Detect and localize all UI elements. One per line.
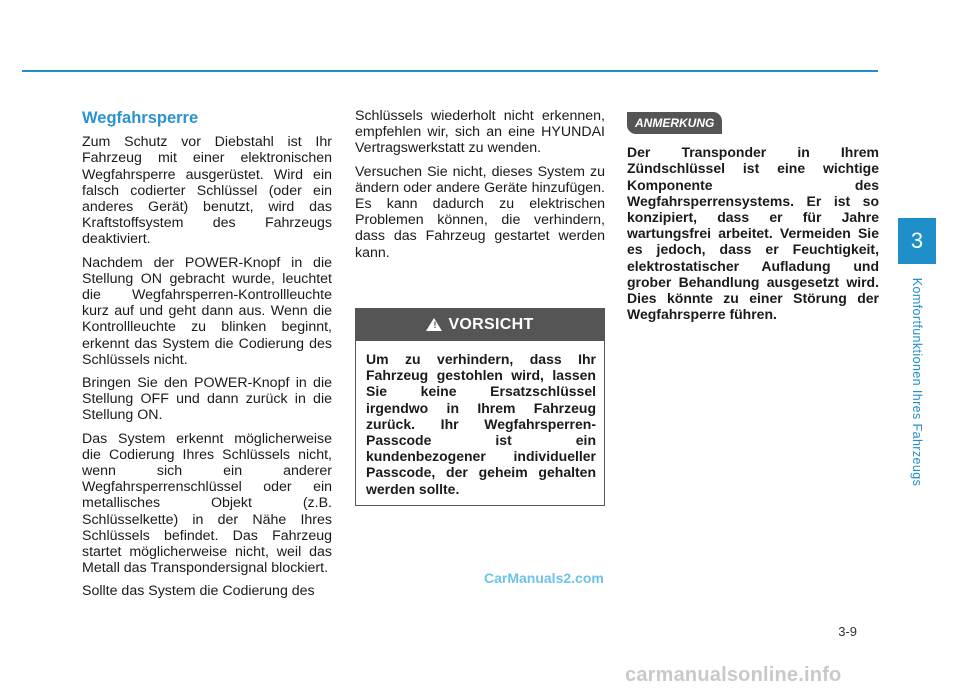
- warning-triangle-icon: !: [426, 318, 442, 331]
- paragraph: Sollte das System die Codierung des: [82, 583, 315, 600]
- top-rule: [22, 70, 878, 72]
- caution-text: Um zu verhindern, dass Ihr Fahrzeug gestohlen wird, lassen Sie keine Ersatzschlüssel irgendwo in Ihrem Fahrzeug zurück. Ihr Wegfahrsperren-Passcode ist ein kundenbezogener individueller Passcode, der geheim gehalten werden sollte.: [366, 351, 596, 497]
- caution-header: [356, 309, 604, 341]
- note-text: Der Transponder in Ihrem Zündschlüssel ist eine wichtige Komponente des Wegfahrsperrensystems. Er ist so konzipiert, dass er für Jahre wartungsfrei arbeitet. Vermeiden Sie es jedoch, dass er Feuchtigkeit, elektrostatischer Aufladung und grober Behandlung ausgesetzt wird. Dies könnte zu einer Störung der Wegfahrsperre führen.: [627, 144, 879, 323]
- paragraph: Schlüssels wiederholt nicht erkennen, empfehlen wir, sich an eine HYUNDAI Vertragswerkstatt zu wenden.: [355, 108, 605, 157]
- column-right: [627, 112, 879, 322]
- paragraph: Versuchen Sie nicht, dieses System zu ändern oder andere Geräte hinzufügen. Es kann dadurch zu elektrischen Problemen können, die verhindern, dass das Fahrzeug gestartet werden kann.: [355, 163, 605, 261]
- caution-box: [355, 308, 605, 506]
- page-number: 3-9: [838, 624, 857, 639]
- paragraph: Zum Schutz vor Diebstahl ist Ihr Fahrzeug mit einer elektronischen Wegfahrsperre ausgerüstet. Wird ein falsch codierter Schlüssel (oder ein anderes Gerät) benutzt, wird das Kraftstoffsystem des Fahrzeugs deaktiviert.: [82, 134, 332, 248]
- note-badge: ANMERKUNG: [627, 112, 722, 134]
- watermark-secondary[interactable]: carmanualsonline.info: [625, 664, 842, 686]
- column-middle: [355, 108, 605, 268]
- paragraph: Bringen Sie den POWER-Knopf in die Stellung OFF und dann zurück in die Stellung ON.: [82, 375, 332, 424]
- caution-heading: VORSICHT: [448, 316, 534, 333]
- column-left: [82, 110, 332, 607]
- chapter-label-text: Komfortfunktionen Ihres Fahrzeugs: [910, 277, 924, 487]
- watermark-primary[interactable]: CarManuals2.com: [484, 570, 604, 586]
- paragraph: Nachdem der POWER-Knopf in die Stellung ON gebracht wurde, leuchtet die Wegfahrsperren-Kontrollleuchte kurz auf und geht dann aus. Wenn die Kontrollleuchte zu blinken beginnt, erkennt das System die Codierung des Schlüssels nicht.: [82, 254, 332, 368]
- section-title: Wegfahrsperre: [82, 109, 199, 127]
- chapter-tab: 3: [898, 218, 936, 264]
- paragraph: Das System erkennt möglicherweise die Codierung Ihres Schlüssels nicht, wenn sich ein anderer Wegfahrsperrenschlüssel oder ein metallisches Objekt (z.B. Schlüsselkette) in der Nähe Ihres Schlüssels befindet. Das Fahrzeug startet möglicherweise nicht, weil das Metall das Transpondersignal blockiert.: [82, 430, 332, 577]
